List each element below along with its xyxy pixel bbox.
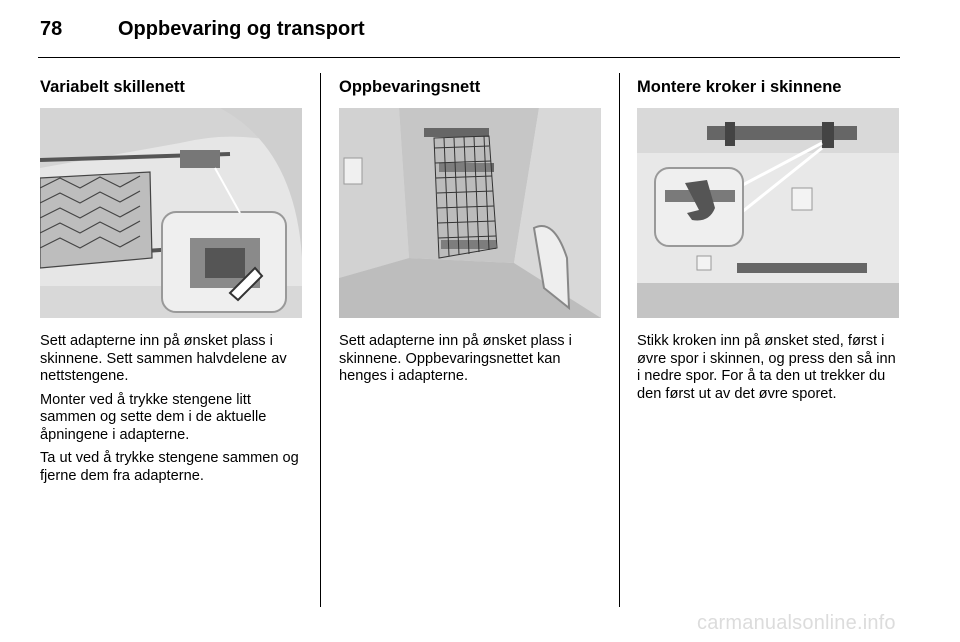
paragraph: Sett adapterne inn på ønsket plass i skinnene. Sett sammen halvdelene av nettstengene. [40, 333, 287, 384]
header-rule [38, 57, 900, 58]
paragraph: Sett adapterne inn på ønsket plass i skinnene. Oppbevaringsnettet kan henges i adapterne. [339, 333, 572, 384]
watermark: carmanualsonline.info [697, 612, 896, 634]
column-divider [619, 73, 620, 607]
paragraph: Monter ved å trykke stengene litt sammen og sette dem i de aktuelle åpningene i adapterne. [40, 391, 267, 443]
hook-in-rail-illustration [637, 108, 899, 318]
section-heading: Oppbevaringsnett [339, 78, 481, 96]
page-number: 78 [40, 18, 63, 40]
section-body [637, 333, 899, 409]
section-heading: Montere kroker i skinnene [637, 78, 842, 96]
section-heading: Variabelt skillenett [40, 78, 185, 96]
storage-net-illustration [339, 108, 601, 318]
luggage-net-illustration [40, 108, 302, 318]
page-title: Oppbevaring og transport [118, 18, 365, 40]
column-divider [320, 73, 321, 607]
section-body [40, 333, 302, 491]
section-body [339, 333, 601, 392]
paragraph: Stikk kroken inn på ønsket sted, først i øvre spor i skinnen, og press den så inn i nedre spor. For å ta den ut trekker du den først ut av det øvre sporet. [637, 333, 896, 402]
paragraph: Ta ut ved å trykke stengene sammen og fjerne dem fra adapterne. [40, 450, 299, 484]
